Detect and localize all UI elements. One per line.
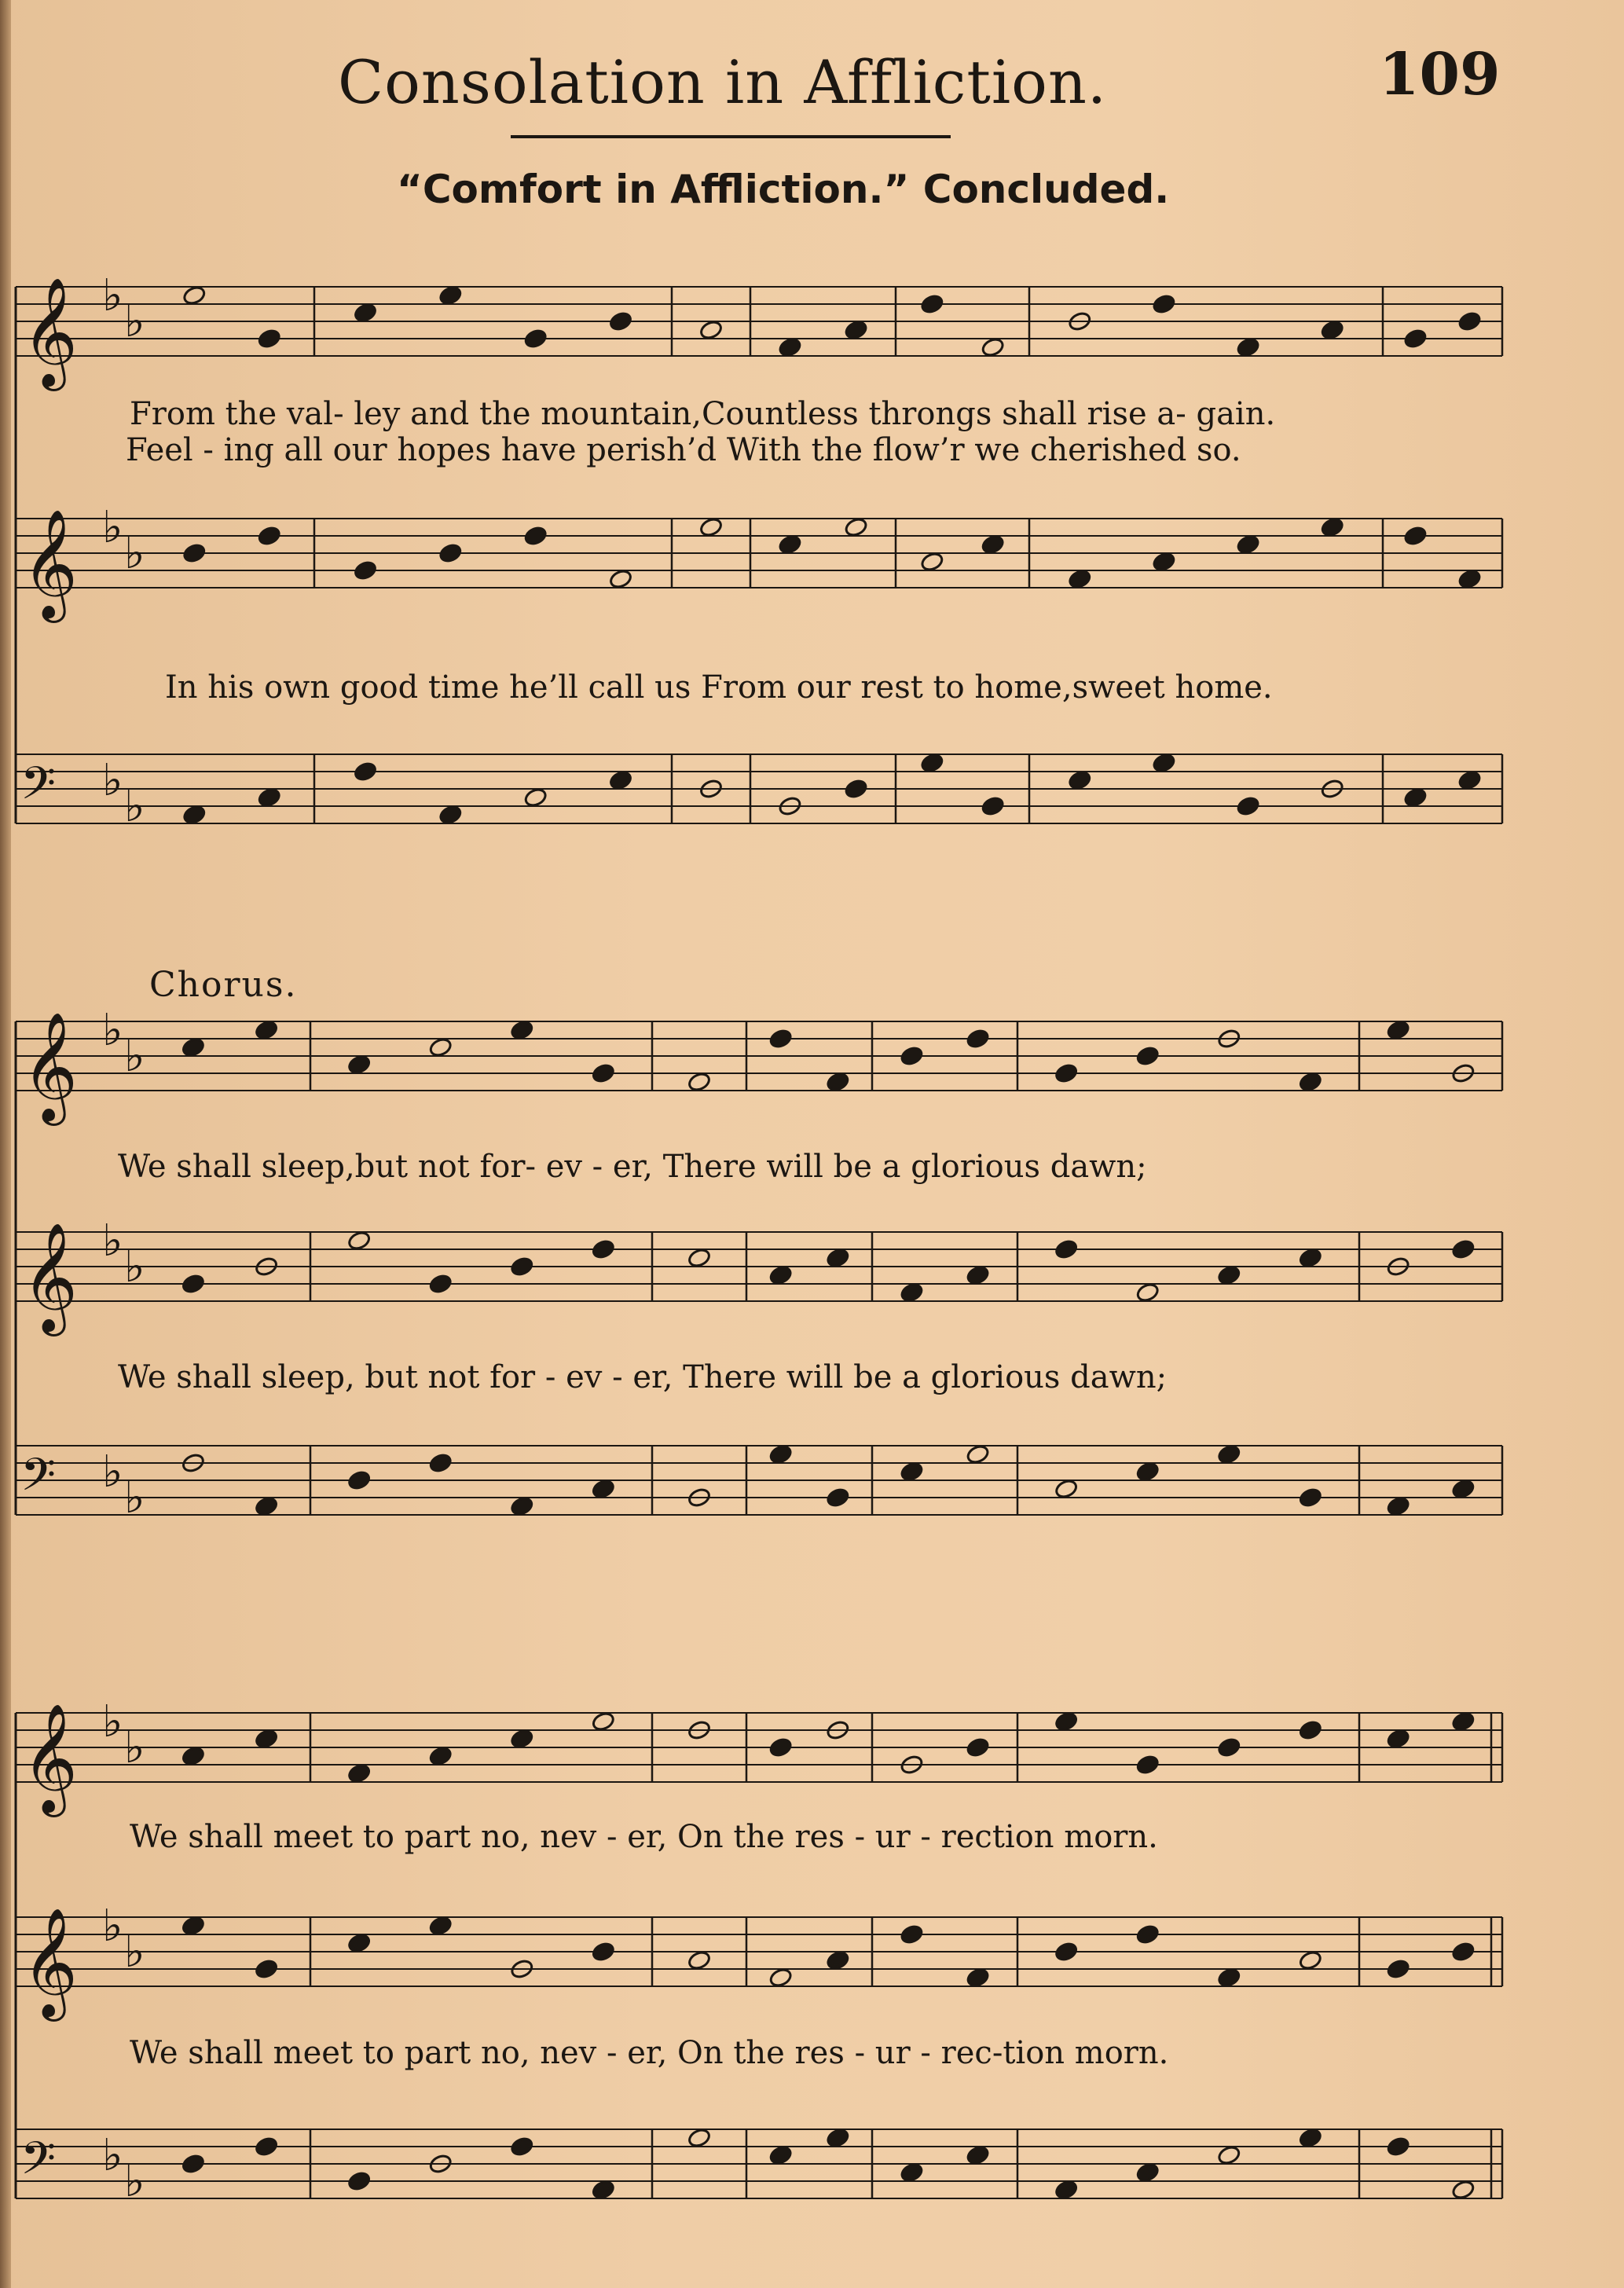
note-head bbox=[523, 328, 548, 349]
note-head bbox=[347, 1762, 372, 1784]
note-head bbox=[1217, 2144, 1241, 2165]
note-head bbox=[966, 1443, 990, 1465]
note-head bbox=[347, 1469, 372, 1490]
note-head bbox=[900, 1282, 924, 1303]
treble-clef-icon: 𝄞 bbox=[22, 1012, 78, 1121]
note-head bbox=[1054, 1710, 1079, 1732]
note-head bbox=[1451, 2179, 1476, 2200]
note-head bbox=[1320, 516, 1344, 537]
note-head bbox=[844, 778, 868, 799]
note-head bbox=[181, 1745, 205, 1766]
note-head bbox=[255, 1958, 279, 1979]
note-head bbox=[1457, 568, 1482, 589]
note-head bbox=[353, 761, 377, 782]
note-head bbox=[181, 2153, 205, 2174]
note-head bbox=[981, 336, 1005, 358]
flat-sign-icon: ♭ bbox=[124, 1031, 145, 1082]
note-head bbox=[1054, 1941, 1079, 1962]
lyric-line-7: We shall meet to part no, nev - er, On the res - ur - rec-tion morn. bbox=[130, 2035, 1169, 2071]
note-head bbox=[438, 542, 463, 563]
note-head bbox=[182, 284, 207, 306]
note-head bbox=[1451, 1710, 1476, 1732]
note-head bbox=[698, 319, 723, 340]
note-head bbox=[826, 1071, 850, 1092]
note-head bbox=[181, 1273, 205, 1294]
lyric-line-6: We shall meet to part no, nev - er, On the res - ur - rection morn. bbox=[130, 1819, 1158, 1855]
note-head bbox=[347, 1230, 372, 1251]
chorus-label: Chorus. bbox=[149, 965, 298, 1005]
note-head bbox=[1135, 1754, 1160, 1775]
note-head bbox=[428, 1915, 453, 1936]
flat-sign-icon: ♭ bbox=[124, 1241, 145, 1292]
note-head bbox=[181, 1915, 205, 1936]
note-head bbox=[1457, 769, 1482, 790]
note-head bbox=[347, 1054, 372, 1075]
bass-clef-icon: 𝄢 bbox=[20, 1448, 57, 1512]
flat-sign-icon: ♭ bbox=[102, 502, 123, 553]
note-head bbox=[428, 1745, 453, 1766]
note-head bbox=[966, 1264, 990, 1285]
note-head bbox=[591, 1478, 615, 1499]
note-head bbox=[353, 302, 377, 323]
lyric-line-1: From the val- ley and the mountain,Countless throngs shall rise a- gain. bbox=[130, 396, 1276, 432]
note-head bbox=[1054, 2179, 1079, 2200]
flat-sign-icon: ♭ bbox=[102, 2130, 123, 2181]
note-head bbox=[1152, 551, 1176, 572]
flat-sign-icon: ♭ bbox=[102, 1696, 123, 1747]
note-head bbox=[523, 525, 548, 546]
note-head bbox=[1236, 336, 1260, 358]
flat-sign-icon: ♭ bbox=[102, 755, 123, 806]
note-head bbox=[1217, 1443, 1241, 1465]
note-head bbox=[257, 786, 281, 808]
note-head bbox=[687, 1071, 711, 1092]
note-head bbox=[438, 284, 463, 306]
flat-sign-icon: ♭ bbox=[102, 1216, 123, 1267]
page-title: Consolation in Affliction. bbox=[338, 47, 1108, 117]
note-head bbox=[1451, 1238, 1476, 1260]
note-head bbox=[900, 2162, 924, 2183]
note-head bbox=[510, 1495, 534, 1516]
note-head bbox=[981, 795, 1005, 816]
note-head bbox=[255, 2136, 279, 2157]
note-head bbox=[1298, 1949, 1322, 1971]
note-head bbox=[1403, 328, 1428, 349]
note-head bbox=[698, 516, 723, 537]
note-head bbox=[347, 2170, 372, 2191]
lyric-line-4: We shall sleep,but not for- ev - er, There will be a glorious dawn; bbox=[118, 1149, 1147, 1185]
note-head bbox=[523, 786, 548, 808]
flat-sign-icon: ♭ bbox=[102, 1005, 123, 1056]
note-head bbox=[1135, 2162, 1160, 2183]
flat-sign-icon: ♭ bbox=[124, 1722, 145, 1773]
note-head bbox=[966, 2144, 990, 2165]
note-head bbox=[257, 525, 281, 546]
note-head bbox=[768, 1736, 793, 1758]
note-head bbox=[768, 1028, 793, 1049]
note-head bbox=[1217, 1264, 1241, 1285]
note-head bbox=[591, 1941, 615, 1962]
note-head bbox=[826, 2127, 850, 2148]
note-head bbox=[438, 804, 463, 825]
note-head bbox=[768, 1264, 793, 1285]
page-number: 109 bbox=[1379, 41, 1501, 108]
flat-sign-icon: ♭ bbox=[102, 1901, 123, 1952]
treble-clef-icon: 𝄞 bbox=[22, 1223, 78, 1332]
flat-sign-icon: ♭ bbox=[124, 296, 145, 347]
flat-sign-icon: ♭ bbox=[124, 2156, 145, 2207]
note-head bbox=[591, 1062, 615, 1084]
flat-sign-icon: ♭ bbox=[124, 528, 145, 579]
note-head bbox=[1217, 1736, 1241, 1758]
note-head bbox=[687, 1247, 711, 1268]
note-head bbox=[900, 1923, 924, 1945]
note-head bbox=[1135, 1045, 1160, 1066]
treble-clef-icon: 𝄞 bbox=[22, 1908, 78, 2017]
note-head bbox=[768, 2144, 793, 2165]
lyric-line-3: In his own good time he’ll call us From our rest to home,sweet home. bbox=[165, 669, 1273, 706]
note-head bbox=[353, 559, 377, 581]
note-head bbox=[1386, 1019, 1410, 1040]
note-head bbox=[608, 568, 632, 589]
note-head bbox=[900, 1045, 924, 1066]
note-head bbox=[1152, 293, 1176, 314]
note-head bbox=[1457, 310, 1482, 332]
flat-sign-icon: ♭ bbox=[124, 1472, 145, 1524]
note-head bbox=[844, 516, 868, 537]
flat-sign-icon: ♭ bbox=[124, 1927, 145, 1978]
treble-clef-icon: 𝄞 bbox=[22, 1703, 78, 1813]
treble-clef-icon: 𝄞 bbox=[22, 509, 78, 618]
note-head bbox=[1236, 795, 1260, 816]
note-head bbox=[1386, 2136, 1410, 2157]
note-head bbox=[1135, 1461, 1160, 1482]
note-head bbox=[181, 1036, 205, 1058]
note-head bbox=[768, 1967, 793, 1988]
note-head bbox=[257, 328, 281, 349]
note-head bbox=[1298, 1071, 1322, 1092]
note-head bbox=[966, 1028, 990, 1049]
note-head bbox=[255, 1019, 279, 1040]
note-head bbox=[510, 2136, 534, 2157]
note-head bbox=[778, 534, 802, 555]
note-head bbox=[1298, 1247, 1322, 1268]
note-head bbox=[510, 1256, 534, 1277]
note-head bbox=[1403, 525, 1428, 546]
note-head bbox=[591, 2179, 615, 2200]
note-head bbox=[966, 1736, 990, 1758]
note-head bbox=[1135, 1282, 1160, 1303]
lyric-line-5: We shall sleep, but not for - ev - er, There will be a glorious dawn; bbox=[118, 1359, 1168, 1395]
note-head bbox=[778, 336, 802, 358]
note-head bbox=[255, 1728, 279, 1749]
note-head bbox=[768, 1443, 793, 1465]
note-head bbox=[428, 1452, 453, 1473]
note-head bbox=[1217, 1967, 1241, 1988]
flat-sign-icon: ♭ bbox=[124, 781, 145, 832]
flat-sign-icon: ♭ bbox=[102, 270, 123, 321]
note-head bbox=[347, 1932, 372, 1953]
note-head bbox=[428, 1036, 453, 1058]
note-head bbox=[1054, 1238, 1079, 1260]
note-head bbox=[1054, 1062, 1079, 1084]
bass-clef-icon: 𝄢 bbox=[20, 757, 57, 821]
note-head bbox=[591, 1238, 615, 1260]
note-head bbox=[1386, 1495, 1410, 1516]
note-head bbox=[687, 1949, 711, 1971]
note-head bbox=[510, 1728, 534, 1749]
note-head bbox=[182, 804, 207, 825]
note-head bbox=[1403, 786, 1428, 808]
hymn-subtitle: “Comfort in Affliction.” Concluded. bbox=[397, 167, 1170, 212]
note-head bbox=[1152, 752, 1176, 773]
note-head bbox=[182, 542, 207, 563]
note-head bbox=[1298, 2127, 1322, 2148]
flat-sign-icon: ♭ bbox=[102, 1446, 123, 1498]
note-head bbox=[826, 1487, 850, 1508]
note-head bbox=[1298, 1487, 1322, 1508]
note-head bbox=[1386, 1728, 1410, 1749]
note-head bbox=[255, 1495, 279, 1516]
note-head bbox=[428, 1273, 453, 1294]
note-head bbox=[966, 1967, 990, 1988]
note-head bbox=[1320, 319, 1344, 340]
note-head bbox=[1068, 769, 1092, 790]
note-head bbox=[1451, 1941, 1476, 1962]
note-head bbox=[920, 752, 944, 773]
note-head bbox=[608, 769, 632, 790]
note-head bbox=[608, 310, 632, 332]
note-head bbox=[900, 1461, 924, 1482]
note-head bbox=[1135, 1923, 1160, 1945]
note-head bbox=[510, 1019, 534, 1040]
note-head bbox=[1451, 1478, 1476, 1499]
treble-clef-icon: 𝄞 bbox=[22, 277, 78, 387]
note-head bbox=[1236, 534, 1260, 555]
lyric-line-2: Feel - ing all our hopes have perish’d With the flow’r we cherished so. bbox=[126, 432, 1241, 468]
note-head bbox=[920, 293, 944, 314]
bass-clef-icon: 𝄢 bbox=[20, 2132, 57, 2196]
note-head bbox=[920, 551, 944, 572]
note-head bbox=[591, 1710, 615, 1732]
note-head bbox=[1386, 1958, 1410, 1979]
note-head bbox=[1068, 568, 1092, 589]
note-head bbox=[826, 1247, 850, 1268]
note-head bbox=[826, 1949, 850, 1971]
note-head bbox=[687, 2127, 711, 2148]
note-head bbox=[981, 534, 1005, 555]
note-head bbox=[844, 319, 868, 340]
note-head bbox=[1298, 1719, 1322, 1740]
note-head bbox=[1054, 1478, 1079, 1499]
